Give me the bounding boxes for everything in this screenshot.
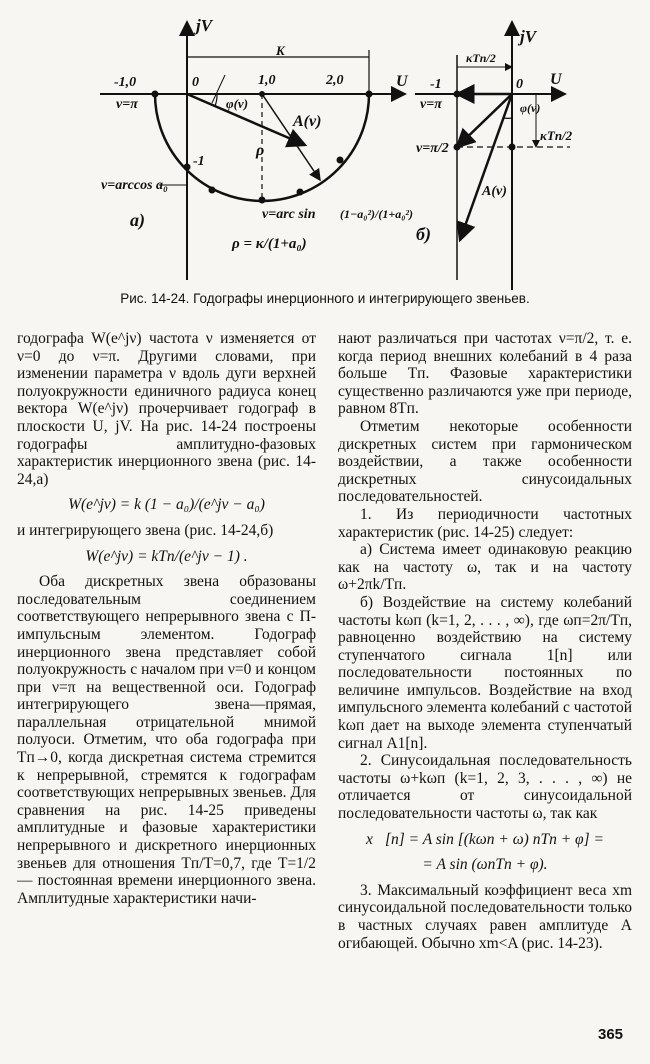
figure-caption: Рис. 14-24. Годографы инерционного и интегрирующего звеньев. [120, 291, 530, 306]
left-column [17, 330, 316, 907]
right-paragraph-7: 3. Максимальный коэффициент веса xm синусоидальной последовательности только в частных случаях равен амплитуде A огибающей. Обычно xm<A (рис. 14-23). [338, 881, 632, 952]
right-paragraph-3: 1. Из периодичности частотных характеристик (рис. 14-25) следует: [338, 505, 632, 541]
right-paragraph-2: Отметим некоторые особенности дискретных систем при гармоническом воздействии, а также особенности дискретных синусоидальных последовательностей. [338, 417, 632, 506]
right-paragraph-5: б) Воздействие на систему колебаний частоты kωп (k=1, 2, . . . , ∞), где ωп=2π/Tп, равноценно воздействию на систему ступенчатого сигнала 1[n] или последовательности постоянных по величине импульсов. Воздействие на вход импульсного элемента колебаний с частотой kωп дает на выходе элемента ступенчатый сигнал A1[n]. [338, 593, 632, 752]
left-jv-label: jV [196, 16, 213, 35]
tick-one: 1,0 [258, 73, 276, 88]
phi-label: φ(ν) [226, 96, 249, 111]
nu-arcsin-label: ν=arc sin [262, 207, 316, 222]
right-kt-neg: κTп/2 [540, 128, 573, 143]
A-vector-right [460, 94, 512, 240]
left-paragraph-3: Оба дискретных звена образованы последовательным соединением соответствующего непрерывного звена с П-импульсным элементом. Годограф инерционного звена представляет собой полуокружность с началом при ν=0 и концом при ν=π на вещественной оси. Годограф интегрирующего звена—прямая, параллельная отрицательной мнимой полуоси. Отметим, что оба годографа при Tп→0, когда дискретная система стремится к непрерывной, стремятся к годографам соответствующих непрерывных звеньев. Для сравнения на рис. 14-25 приведены амплитудные и фазовые характеристики непрерывного и дискретного инерционных звеньев для отношения Tп/T=0,7, где T=1/2 — постоянная времени инерционного звена. Амплитудные характеристики начи- [17, 573, 316, 907]
right-A-label: A(ν) [482, 184, 507, 199]
nu-pi-label: ν=π [116, 97, 138, 112]
right-column [338, 330, 632, 952]
right-paragraph-6: 2. Синусоидальная последовательность частоты ω+kωп (k=1, 2, 3, . . . , ∞) не отличается от синусоидальной последовательности частоты ω, так как [338, 752, 632, 823]
page-number: 365 [598, 1026, 624, 1043]
left-paragraph-1: годографа W(e^jν) частота ν изменяется от ν=0 до ν=π. Другими словами, при изменении параметра ν вдоль дуги верхней полуокружности единичного радиуса конец вектора W(e^jν) прочерчивает годограф в плоскости U, jV. На рис. 14-24 построены годографы амплитудно-фазовых характеристик инерционного звена (рис. 14-24,а) [17, 330, 316, 488]
right-tick-neg1: -1 [430, 77, 442, 92]
rho-label: ρ [256, 142, 265, 159]
right-nu-pi2: ν=π/2 [416, 141, 449, 156]
right-jv-label: jV [520, 27, 537, 46]
right-phi: φ(ν) [520, 101, 541, 115]
left-k-label: K [276, 43, 285, 58]
nu-arccos-label: ν=arccos a₀ [101, 178, 168, 193]
equation-integrating: W(e^jν) = kTп/(e^jν − 1) . [85, 547, 248, 565]
right-paragraph-4: а) Система имеет одинаковую реакцию как на частоту ω, так и на частоту ω+2πk/Tп. [338, 541, 632, 594]
rho-formula: ρ = κ/(1+a₀) [232, 236, 307, 252]
sub-label-a: а) [130, 210, 145, 230]
right-paragraph-1: нают различаться при частотах ν=π/2, т. е. когда период внешних колебаний в 4 раза больше Tп. Фазовые характеристики существенно различаются уже при периоде, равном 8Tп. [338, 330, 632, 418]
right-tick-zero: 0 [516, 77, 523, 92]
equation-sine-2: = A sin (ωnTп + φ). [422, 856, 548, 874]
figure-14-24 [0, 0, 650, 300]
arcsin-fraction: (1−a₀²)/(1+a₀²) [340, 207, 413, 221]
right-kt-label: κTп/2 [466, 51, 496, 65]
right-nu-pi: ν=π [420, 97, 442, 112]
right-u-label: U [550, 71, 562, 88]
tick-zero: 0 [192, 75, 199, 90]
point-pi [152, 91, 158, 97]
rho-vector [262, 94, 320, 180]
left-u-label: U [396, 73, 408, 90]
tick-neg1-v: -1 [193, 154, 205, 169]
sub-label-b: б) [416, 224, 431, 244]
tick-two: 2,0 [326, 73, 344, 88]
figure-svg [0, 0, 650, 300]
equation-sine-1: x⃗[n] = A sin [(kωп + ω) nTп + φ] = [366, 830, 604, 848]
equation-inertial: W(e^jν) = k (1 − a₀)/(e^jν − a₀) [68, 496, 265, 514]
A-label: A(ν) [293, 113, 322, 130]
left-paragraph-2: и интегрирующего звена (рис. 14-24,б) [17, 521, 274, 539]
tick-neg1: -1,0 [114, 75, 137, 90]
